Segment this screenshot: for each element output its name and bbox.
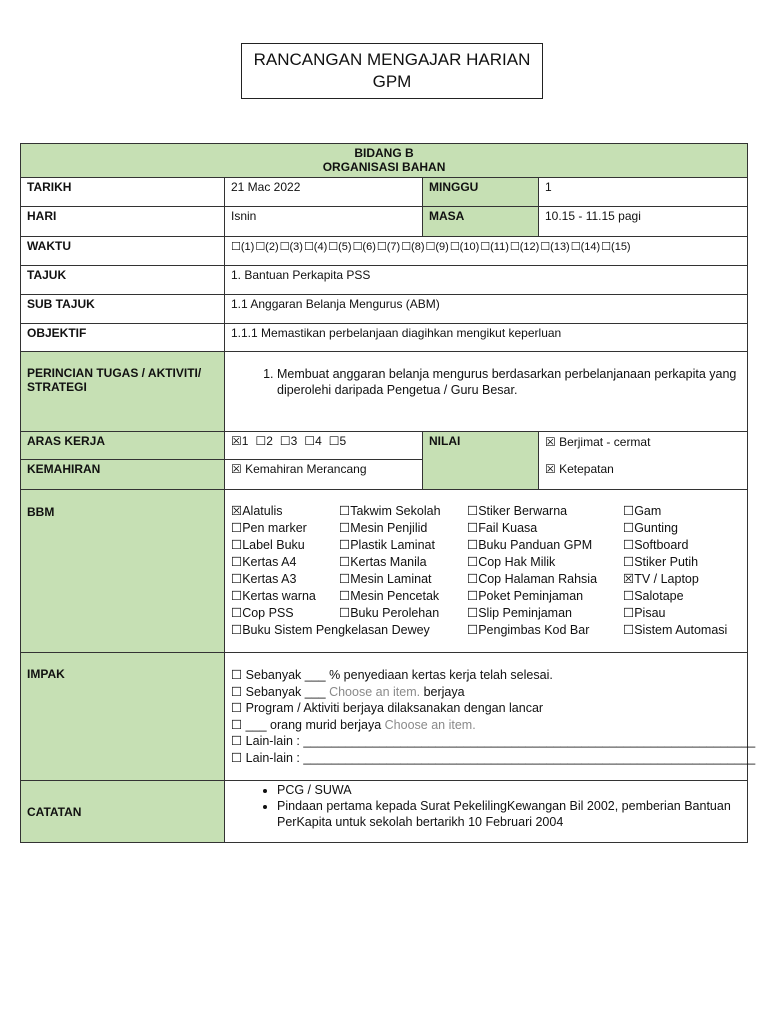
section-header-line2: ORGANISASI BAHAN — [322, 160, 446, 174]
bbm-checkbox[interactable]: ☐Kertas A3 — [231, 572, 297, 586]
bbm-checkbox[interactable]: ☐Fail Kuasa — [467, 521, 538, 535]
bbm-checkbox[interactable]: ☐Softboard — [623, 538, 689, 552]
document-title — [241, 43, 543, 99]
choose-item-dropdown[interactable]: Choose an item. — [329, 684, 421, 699]
choose-item-dropdown[interactable]: Choose an item. — [384, 717, 476, 732]
bbm-options — [225, 490, 748, 653]
aras-checkbox[interactable]: ☐2 — [255, 434, 273, 448]
impak-line[interactable] — [231, 684, 741, 701]
objektif-value[interactable]: 1.1.1 Memastikan perbelanjaan diagihkan mengikut keperluan — [225, 324, 748, 352]
impak-options — [225, 653, 756, 781]
section-header-line1: BIDANG B — [354, 146, 414, 160]
waktu-checkbox[interactable]: ☐(7) — [376, 241, 401, 253]
kemahiran-value[interactable]: ☒ Kemahiran Merancang — [225, 460, 423, 490]
bbm-checkbox[interactable]: ☐Cop Hak Milik — [467, 555, 556, 569]
bbm-checkbox[interactable]: ☐Slip Peminjaman — [467, 606, 572, 620]
bbm-checkbox-wide[interactable]: ☐Buku Sistem Pengkelasan Dewey — [231, 623, 430, 637]
tajuk-label: TAJUK — [21, 266, 225, 295]
waktu-checkbox[interactable]: ☐(1) — [231, 241, 255, 253]
bbm-grid — [231, 503, 741, 639]
bbm-checkbox[interactable]: ☐Salotape — [623, 589, 684, 603]
bbm-checkbox[interactable]: ☐Mesin Penjilid — [339, 521, 428, 535]
waktu-checkbox[interactable]: ☐(6) — [352, 241, 376, 253]
hari-label: HARI — [21, 207, 225, 237]
impak-line[interactable]: ☐ Lain-lain : _________________________________________________________________ — [231, 750, 756, 765]
waktu-options — [225, 237, 748, 266]
bbm-column-4 — [623, 503, 743, 639]
bbm-checkbox[interactable]: ☐Kertas warna — [231, 589, 316, 603]
waktu-checkbox[interactable]: ☐(13) — [540, 241, 570, 253]
aras-kerja-label: ARAS KERJA — [21, 432, 225, 460]
catatan-label: CATATAN — [21, 781, 225, 843]
objektif-label: OBJEKTIF — [21, 324, 225, 352]
bbm-checkbox[interactable]: ☐Plastik Laminat — [339, 538, 435, 552]
bbm-checkbox[interactable]: ☐Pengimbas Kod Bar — [467, 623, 590, 637]
waktu-checkbox[interactable]: ☐(5) — [328, 241, 352, 253]
impak-line[interactable]: ☐ Sebanyak ___ % penyediaan kertas kerja telah selesai. — [231, 668, 553, 682]
lesson-plan-table — [20, 143, 756, 843]
impak-line[interactable]: ☐ Program / Aktiviti berjaya dilaksanakan dengan lancar — [231, 701, 544, 715]
bbm-checkbox[interactable]: ☐Cop Halaman Rahsia — [467, 572, 598, 586]
minggu-label: MINGGU — [423, 178, 539, 207]
perincian-value — [225, 352, 748, 432]
waktu-checkbox[interactable]: ☐(2) — [255, 241, 279, 253]
document-title-line2: GPM — [372, 72, 412, 91]
bbm-checkbox[interactable]: ☐Gam — [623, 504, 662, 518]
bbm-checkbox[interactable]: ☒TV / Laptop — [623, 572, 699, 586]
tajuk-value[interactable]: 1. Bantuan Perkapita PSS — [225, 266, 748, 295]
impak-line[interactable] — [231, 717, 741, 734]
document-title-line1: RANCANGAN MENGAJAR HARIAN — [253, 50, 531, 69]
masa-value[interactable]: 10.15 - 11.15 pagi — [539, 207, 748, 237]
kemahiran-label: KEMAHIRAN — [21, 460, 225, 490]
bbm-checkbox[interactable]: ☐Pisau — [623, 606, 666, 620]
tarikh-value[interactable]: 21 Mac 2022 — [225, 178, 423, 207]
bbm-checkbox[interactable]: ☐Cop PSS — [231, 606, 294, 620]
catatan-item[interactable]: • PCG / SUWA — [277, 782, 741, 798]
impak-text: ☐ Sebanyak ___ — [231, 684, 330, 699]
waktu-checkbox[interactable]: ☐(4) — [303, 241, 328, 253]
bbm-checkbox[interactable]: ☐Label Buku — [231, 538, 305, 552]
perincian-label-line1: PERINCIAN TUGAS / AKTIVITI/ — [27, 366, 202, 380]
sub-tajuk-label: SUB TAJUK — [21, 295, 225, 324]
bbm-checkbox[interactable]: ☐Buku Panduan GPM — [467, 538, 593, 552]
bbm-checkbox[interactable]: ☐Mesin Laminat — [339, 572, 432, 586]
bbm-column-3 — [467, 503, 623, 639]
bbm-checkbox[interactable]: ☐Pen marker — [231, 521, 307, 535]
impak-text: berjaya — [420, 684, 465, 699]
aras-checkbox[interactable]: ☒1 — [231, 434, 249, 448]
catatan-value — [225, 781, 748, 843]
waktu-checkbox[interactable]: ☐(15) — [601, 241, 631, 253]
nilai-checkbox[interactable]: ☒ Ketepatan — [545, 462, 614, 476]
nilai-label: NILAI — [423, 432, 539, 490]
impak-text: ☐ ___ orang murid berjaya — [231, 717, 385, 732]
perincian-label-line2: STRATEGI — [27, 380, 87, 394]
bbm-checkbox[interactable]: ☐Kertas A4 — [231, 555, 297, 569]
minggu-value[interactable]: 1 — [539, 178, 748, 207]
aras-checkbox[interactable]: ☐3 — [279, 434, 298, 448]
bbm-checkbox[interactable]: ☐Mesin Pencetak — [339, 589, 440, 603]
tarikh-label: TARIKH — [21, 178, 225, 207]
masa-label: MASA — [423, 207, 539, 237]
nilai-options — [539, 432, 748, 490]
waktu-checkbox[interactable]: ☐(3) — [279, 241, 303, 253]
waktu-checkbox[interactable]: ☐(11) — [480, 241, 509, 253]
sub-tajuk-value[interactable]: 1.1 Anggaran Belanja Mengurus (ABM) — [225, 295, 748, 324]
nilai-checkbox[interactable]: ☒ Berjimat - cermat — [545, 435, 651, 449]
bbm-checkbox[interactable]: ☐Poket Peminjaman — [467, 589, 584, 603]
aras-kerja-options — [225, 432, 423, 460]
aras-checkbox[interactable]: ☐4 — [304, 434, 322, 448]
catatan-item[interactable]: • Pindaan pertama kepada Surat PekelilingKewangan Bil 2002, pemberian Bantuan PerKapita untuk sekolah bertarikh 10 Februari 2004 — [277, 798, 741, 830]
bbm-checkbox[interactable]: ☒Alatulis — [231, 504, 283, 518]
bbm-checkbox[interactable]: ☐Stiker Putih — [623, 555, 699, 569]
hari-value[interactable]: Isnin — [225, 207, 423, 237]
waktu-checkbox[interactable]: ☐(9) — [425, 241, 449, 253]
bbm-checkbox[interactable]: ☐Sistem Automasi — [623, 623, 728, 637]
aras-checkbox[interactable]: ☐5 — [328, 434, 347, 448]
waktu-checkbox[interactable]: ☐(14) — [570, 241, 601, 253]
section-header — [21, 144, 748, 178]
waktu-checkbox[interactable]: ☐(12) — [509, 241, 540, 253]
perincian-item[interactable]: 1. Membuat anggaran belanja mengurus berdasarkan perbelanjanaan perkapita yang diperolehi daripada Pengetua / Guru Besar. — [277, 366, 741, 398]
bbm-checkbox[interactable]: ☐Takwim Sekolah — [339, 504, 441, 518]
bbm-label: BBM — [21, 490, 225, 653]
bbm-checkbox[interactable]: ☐Stiker Berwarna — [467, 504, 568, 518]
bbm-checkbox[interactable]: ☐Kertas Manila — [339, 555, 427, 569]
waktu-label: WAKTU — [21, 237, 225, 266]
bbm-column-2 — [339, 503, 467, 639]
bbm-checkbox[interactable]: ☐Gunting — [623, 521, 678, 535]
perincian-label — [21, 352, 225, 432]
impak-line[interactable]: ☐ Lain-lain : _________________________________________________________________ — [231, 734, 756, 748]
waktu-checkbox[interactable]: ☐(10) — [449, 241, 480, 253]
bbm-checkbox[interactable]: ☐Buku Perolehan — [339, 606, 440, 620]
impak-label: IMPAK — [21, 653, 225, 781]
waktu-checkbox[interactable]: ☐(8) — [401, 241, 425, 253]
